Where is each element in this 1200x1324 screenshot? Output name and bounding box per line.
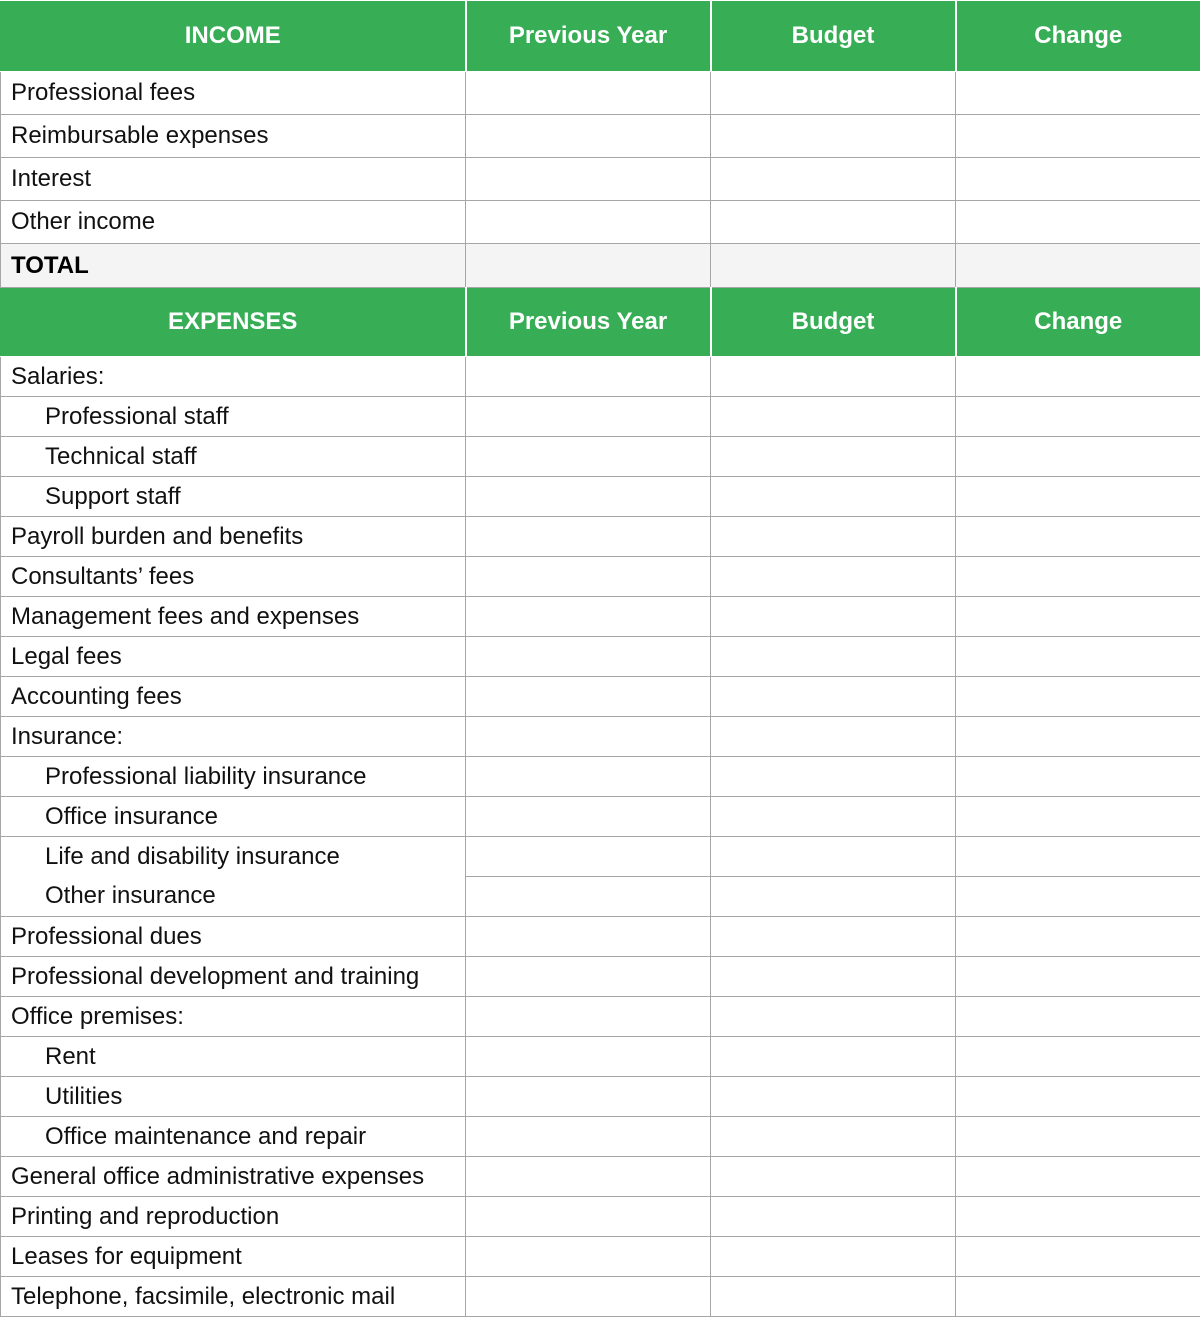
expense-item-label: Office premises: (1, 997, 466, 1037)
expense-budget-cell[interactable] (711, 917, 956, 957)
expense-budget-cell[interactable] (711, 437, 956, 477)
expense-change-cell[interactable] (956, 677, 1200, 717)
expense-previous-year-cell[interactable] (466, 1117, 711, 1157)
income-header-budget: Budget (711, 1, 956, 72)
expense-change-cell[interactable] (956, 637, 1200, 677)
income-budget-cell[interactable] (711, 201, 956, 244)
expense-previous-year-cell[interactable] (466, 957, 711, 997)
expense-row (1, 1077, 1200, 1117)
expense-budget-cell[interactable] (711, 1277, 956, 1317)
income-total-change-cell[interactable] (956, 244, 1200, 288)
income-change-cell[interactable] (956, 201, 1200, 244)
income-total-previous-year-cell[interactable] (466, 244, 711, 288)
expense-item-label: Professional dues (1, 917, 466, 957)
income-change-cell[interactable] (956, 115, 1200, 158)
expense-subitem-label: Professional liability insurance (1, 757, 466, 797)
expense-budget-cell[interactable] (711, 637, 956, 677)
expense-previous-year-cell[interactable] (466, 557, 711, 597)
expense-item-label: Legal fees (1, 637, 466, 677)
expense-item-label: Management fees and expenses (1, 597, 466, 637)
expense-previous-year-cell[interactable] (466, 917, 711, 957)
income-change-cell[interactable] (956, 72, 1200, 115)
expense-change-cell[interactable] (956, 837, 1200, 877)
expense-budget-cell[interactable] (711, 597, 956, 637)
expense-change-cell[interactable] (956, 957, 1200, 997)
income-row (1, 115, 1200, 158)
income-row (1, 201, 1200, 244)
expense-subitem-label: Technical staff (1, 437, 466, 477)
expense-row (1, 917, 1200, 957)
expense-subitem-label: Professional staff (1, 397, 466, 437)
expense-previous-year-cell[interactable] (466, 477, 711, 517)
expense-change-cell[interactable] (956, 1037, 1200, 1077)
expense-budget-cell[interactable] (711, 757, 956, 797)
expense-row (1, 637, 1200, 677)
expense-row (1, 1037, 1200, 1077)
expense-budget-cell[interactable] (711, 1117, 956, 1157)
expense-budget-cell[interactable] (711, 1197, 956, 1237)
expense-change-cell[interactable] (956, 477, 1200, 517)
expense-change-cell[interactable] (956, 797, 1200, 837)
income-previous-year-cell[interactable] (466, 72, 711, 115)
expense-change-cell[interactable] (956, 1117, 1200, 1157)
expense-item-label: General office administrative expenses (1, 1157, 466, 1197)
expense-item-label: Accounting fees (1, 677, 466, 717)
expense-change-cell[interactable] (956, 1197, 1200, 1237)
expense-budget-cell[interactable] (711, 997, 956, 1037)
expense-row (1, 717, 1200, 757)
expense-item-label: Insurance: (1, 717, 466, 757)
income-budget-cell[interactable] (711, 72, 956, 115)
expense-previous-year-cell[interactable] (466, 877, 711, 917)
expenses-header-previous-year: Previous Year (466, 288, 711, 357)
expense-subitem-label: Life and disability insurance (1, 837, 466, 877)
expense-row (1, 877, 1200, 917)
expense-change-cell[interactable] (956, 1237, 1200, 1277)
expense-change-cell[interactable] (956, 397, 1200, 437)
expenses-header-change: Change (956, 288, 1200, 357)
expense-change-cell[interactable] (956, 997, 1200, 1037)
expense-row (1, 1237, 1200, 1277)
income-header-change: Change (956, 1, 1200, 72)
expense-budget-cell[interactable] (711, 797, 956, 837)
expense-budget-cell[interactable] (711, 1157, 956, 1197)
expense-budget-cell[interactable] (711, 877, 956, 917)
expense-change-cell[interactable] (956, 757, 1200, 797)
expense-budget-cell[interactable] (711, 717, 956, 757)
income-total-label: TOTAL (1, 244, 466, 288)
expense-previous-year-cell[interactable] (466, 357, 711, 397)
expense-row (1, 437, 1200, 477)
expense-item-label: Professional development and training (1, 957, 466, 997)
expense-budget-cell[interactable] (711, 357, 956, 397)
expense-change-cell[interactable] (956, 1157, 1200, 1197)
expense-previous-year-cell[interactable] (466, 437, 711, 477)
income-budget-cell[interactable] (711, 115, 956, 158)
expense-change-cell[interactable] (956, 557, 1200, 597)
income-total-row (1, 244, 1200, 288)
expense-item-label: Payroll burden and benefits (1, 517, 466, 557)
expense-row (1, 837, 1200, 877)
expense-budget-cell[interactable] (711, 517, 956, 557)
expense-previous-year-cell[interactable] (466, 837, 711, 877)
income-change-cell[interactable] (956, 158, 1200, 201)
income-row-label: Professional fees (1, 72, 466, 115)
expense-previous-year-cell[interactable] (466, 677, 711, 717)
expense-row (1, 477, 1200, 517)
expense-previous-year-cell[interactable] (466, 1277, 711, 1317)
expense-previous-year-cell[interactable] (466, 597, 711, 637)
expense-subitem-label: Office maintenance and repair (1, 1117, 466, 1157)
expense-previous-year-cell[interactable] (466, 797, 711, 837)
expense-row (1, 997, 1200, 1037)
income-row-label: Interest (1, 158, 466, 201)
expense-row (1, 597, 1200, 637)
income-row-label: Other income (1, 201, 466, 244)
expense-row (1, 357, 1200, 397)
expense-change-cell[interactable] (956, 717, 1200, 757)
expense-previous-year-cell[interactable] (466, 517, 711, 557)
expense-change-cell[interactable] (956, 1077, 1200, 1117)
income-header-previous-year: Previous Year (466, 1, 711, 72)
expense-budget-cell[interactable] (711, 1077, 956, 1117)
expense-row (1, 757, 1200, 797)
expense-row (1, 1197, 1200, 1237)
expense-change-cell[interactable] (956, 597, 1200, 637)
income-budget-cell[interactable] (711, 158, 956, 201)
expense-budget-cell[interactable] (711, 837, 956, 877)
expense-row (1, 1277, 1200, 1317)
expense-change-cell[interactable] (956, 877, 1200, 917)
income-row-label: Reimbursable expenses (1, 115, 466, 158)
expense-subitem-label: Other insurance (1, 877, 466, 917)
expense-previous-year-cell[interactable] (466, 997, 711, 1037)
expenses-header-label: EXPENSES (1, 288, 466, 357)
income-header-row (1, 1, 1200, 72)
income-header-label: INCOME (1, 1, 466, 72)
expense-budget-cell[interactable] (711, 557, 956, 597)
expense-budget-cell[interactable] (711, 477, 956, 517)
expense-row (1, 1117, 1200, 1157)
expense-item-label: Consultants’ fees (1, 557, 466, 597)
expense-previous-year-cell[interactable] (466, 1157, 711, 1197)
expense-change-cell[interactable] (956, 437, 1200, 477)
expense-change-cell[interactable] (956, 917, 1200, 957)
expense-row (1, 1157, 1200, 1197)
expense-previous-year-cell[interactable] (466, 397, 711, 437)
expense-row (1, 957, 1200, 997)
income-previous-year-cell[interactable] (466, 158, 711, 201)
expense-subitem-label: Utilities (1, 1077, 466, 1117)
expense-subitem-label: Office insurance (1, 797, 466, 837)
expense-previous-year-cell[interactable] (466, 637, 711, 677)
expense-row (1, 557, 1200, 597)
expense-change-cell[interactable] (956, 517, 1200, 557)
expense-previous-year-cell[interactable] (466, 1237, 711, 1277)
expense-budget-cell[interactable] (711, 1037, 956, 1077)
income-row (1, 72, 1200, 115)
expense-change-cell[interactable] (956, 357, 1200, 397)
expense-item-label: Leases for equipment (1, 1237, 466, 1277)
expenses-header-budget: Budget (711, 288, 956, 357)
expense-previous-year-cell[interactable] (466, 1037, 711, 1077)
income-previous-year-cell[interactable] (466, 201, 711, 244)
expense-row (1, 517, 1200, 557)
expense-budget-cell[interactable] (711, 677, 956, 717)
expense-budget-cell[interactable] (711, 957, 956, 997)
expense-item-label: Printing and reproduction (1, 1197, 466, 1237)
expense-previous-year-cell[interactable] (466, 757, 711, 797)
expense-previous-year-cell[interactable] (466, 1077, 711, 1117)
expense-previous-year-cell[interactable] (466, 1197, 711, 1237)
expense-row (1, 797, 1200, 837)
expense-budget-cell[interactable] (711, 1237, 956, 1277)
expenses-header-row (1, 288, 1200, 357)
expense-subitem-label: Support staff (1, 477, 466, 517)
expense-row (1, 397, 1200, 437)
expense-subitem-label: Rent (1, 1037, 466, 1077)
expense-row (1, 677, 1200, 717)
income-total-budget-cell[interactable] (711, 244, 956, 288)
expense-change-cell[interactable] (956, 1277, 1200, 1317)
income-previous-year-cell[interactable] (466, 115, 711, 158)
expense-item-label: Telephone, facsimile, electronic mail (1, 1277, 466, 1317)
expense-budget-cell[interactable] (711, 397, 956, 437)
expense-previous-year-cell[interactable] (466, 717, 711, 757)
expense-item-label: Salaries: (1, 357, 466, 397)
income-row (1, 158, 1200, 201)
